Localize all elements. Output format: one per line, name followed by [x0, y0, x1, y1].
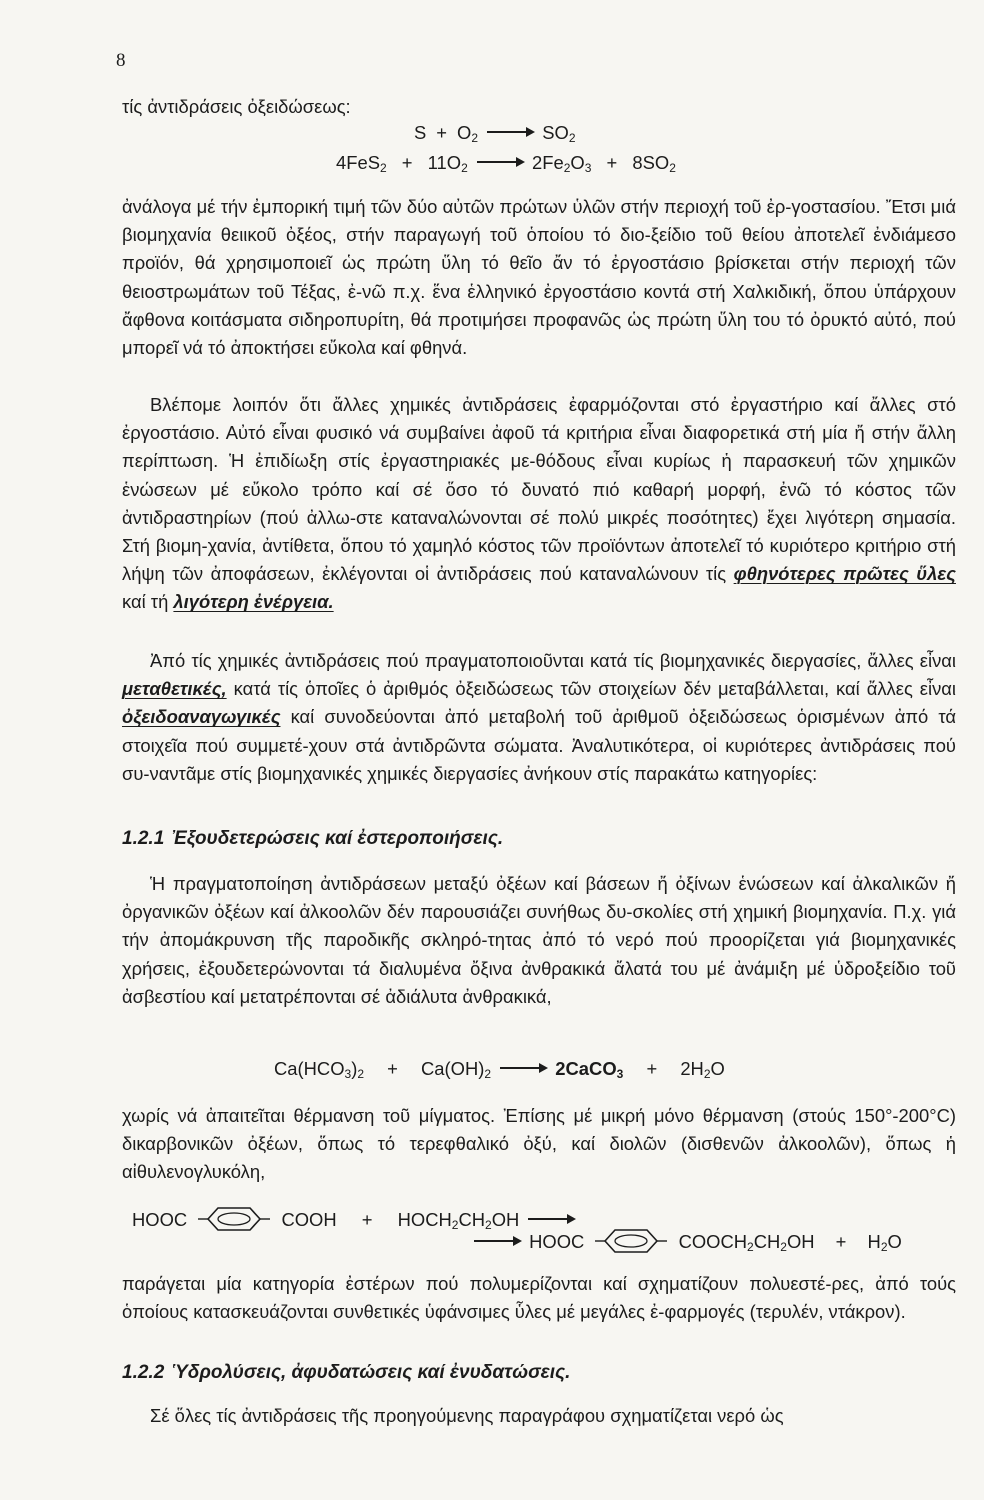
para2-mid: καί τή [122, 591, 169, 613]
eq4-oh: OH [491, 1209, 520, 1230]
eq2-o-sub: 3 [584, 161, 592, 175]
eq4-ch2: CH [753, 1231, 781, 1252]
paragraph-reaction-types [122, 647, 956, 788]
eq3-caco3-sub: 3 [616, 1067, 624, 1081]
section-1-2-2-number: 1.2.2 [122, 1362, 165, 1383]
eq2-o2: 11O [427, 152, 462, 173]
para3-highlight-metathetic: μεταθετικές, [122, 678, 227, 700]
intro-text: τίς ἀντιδράσεις ὀξειδώσεως: [122, 96, 351, 117]
eq3-h2o-sub: 2 [703, 1067, 711, 1081]
eq4-hooc: HOOC [132, 1209, 188, 1230]
para3-text [122, 647, 956, 788]
eq3-caco3: 2CaCO [555, 1058, 617, 1079]
eq2-fe2o3: 2Fe [532, 152, 564, 173]
equation-terephthalic-line2 [470, 1228, 902, 1254]
eq3-paren-sub: 2 [357, 1067, 365, 1081]
eq4-arrow1-icon [528, 1218, 574, 1220]
section-heading-1-2-1 [122, 828, 503, 850]
paragraph-polyesters [122, 1270, 956, 1326]
benzene-ring-icon [595, 1228, 667, 1254]
eq3-plus2: + [646, 1058, 658, 1079]
eq4-ch-sub: 2 [485, 1218, 492, 1232]
paragraph-raw-materials [122, 193, 956, 362]
eq2-fe-sub: 2 [563, 161, 571, 175]
para3-b: κατά τίς ὁποῖες ὁ ἀριθμός ὀξειδώσεως τῶν στοιχείων δέν μεταβάλλεται, καί ἄλλες εἶναι [233, 678, 956, 700]
equation-sulfur-oxidation [414, 122, 576, 145]
eq4-plus2: + [835, 1231, 847, 1252]
eq1-so-sub: 2 [568, 131, 576, 145]
equation-calcium-carbonate [274, 1058, 725, 1081]
eq4-ch: CH [458, 1209, 486, 1230]
eq4-h2o-o: O [887, 1231, 902, 1252]
eq4-cooh: COOH [281, 1209, 337, 1230]
para1-text: ἀνάλογα μέ τήν ἐμπορική τιμή τῶν δύο αὐτῶν πρώτων ὑλῶν στήν περιοχή τοῦ ἐρ-γοστασίου. Ἔτσι μιά βιομηχανία θειικοῦ ὀξέος, στήν παραγωγή τοῦ ὁποίου τό διο-ξείδιο τοῦ θείου ἀποτελεῖ ἐνδιάμεσο προϊόν, θά χρησιμοποιεῖ ὡς πρώτη ὕλη τό θεῖο ἄν τό ἐργοστάσιο βρίσκεται στήν περιοχή τῶν θειοστρωμάτων τοῦ Τέξας, ἐ-νῶ π.χ. ἕνα ἑλληνικό ἐργοστάσιο κοντά στή Χαλκιδική, ὅπου ὑπάρχουν ἄφθονα κοιτάσματα σιδηροπυρίτη, θά προτιμήσει προφανῶς ὡς πρώτη ὕλη του τό ὀρυκτό αὐτό, πού μπορεῖ νά τό ἀποκτήσει εὔκολα καί φθηνά. [122, 196, 956, 359]
eq4-h2o-sub: 2 [880, 1240, 888, 1254]
section-heading-1-2-2 [122, 1362, 570, 1384]
eq4-h2o: H [867, 1231, 881, 1252]
para2-highlight-raw: φθηνότερες πρῶτες ὕλες [733, 563, 956, 585]
eq4-plus1: + [361, 1209, 373, 1230]
eq3-ca-hco3: Ca(HCO [274, 1058, 345, 1079]
paragraph-neutralizations [122, 870, 956, 1011]
eq2-plus2: + [606, 152, 618, 173]
eq3-h2o: 2H [680, 1058, 704, 1079]
para2-text [122, 391, 956, 617]
eq4-hoch: HOCH [397, 1209, 452, 1230]
para2-highlight-energy: λιγότερη ἐνέργεια. [173, 591, 334, 613]
eq4-ch2-sub: 2 [780, 1240, 787, 1254]
eq3-paren: ) [351, 1058, 358, 1079]
para6-text: παράγεται μία κατηγορία ἐστέρων πού πολυμερίζονται καί σχηματίζουν πολυεστέ-ρες, ἀπό τούς ὁποίους κατασκευάζονται συνθετικές ὑφάνσιμες ὗλες μέ μεγάλες ἐ-φαρμογές (τερυλέν, ντάκρον). [122, 1273, 956, 1323]
eq2-so2-sub: 2 [669, 161, 676, 175]
para2-body: Βλέπομε λοιπόν ὅτι ἄλλες χημικές ἀντιδράσεις ἐφαρμόζονται στό ἐργαστήριο καί ἄλλες στό ἐργοστάσιο. Αὐτό εἶναι φυσικό νά συμβαίνει ἀφοῦ τά κριτήρια εἶναι διαφορετικά στή μία ἤ στήν ἄλλη περίπτωση. Ἡ ἐπιδίωξη στίς ἐργαστηριακές με-θόδους εἶναι κυρίως ἡ παρασκευή τῶν χημικῶν ἑνώσεων μέ εὔκολο τρόπο καί σέ ὅσο τό δυνατό πιό καθαρή μορφή, ἐνῶ τό κόστος τῶν ἀντιδραστηρίων (πού ἀλλω-στε καταναλώνονται σέ πολύ μικρές ποσότητες) ἔχει λιγότερη σημασία. Στή βιομη-χανία, ἀντίθετα, ὅπου τό χαμηλό κόστος τῶν προϊόντων ἀποτελεῖ τό κυριότερο κριτήριο στή λήψη τῶν ἀποφάσεων, ἐκλέγονται οἱ ἀντιδράσεις πού καταναλώνουν τίς [122, 394, 956, 585]
eq2-fes-sub: 2 [379, 161, 387, 175]
eq2-fes: 4FeS [336, 152, 380, 173]
eq1-o: O [457, 122, 472, 143]
para3-a: Ἀπό τίς χημικές ἀντιδράσεις πού πραγματοποιοῦνται κατά τίς βιομηχανικές διεργασίες, ἄλλες εἶναι [150, 650, 956, 671]
eq3-oh-sub: 2 [484, 1067, 492, 1081]
eq2-o2-sub: 2 [461, 161, 468, 175]
para3-c: καί συνοδεύονται ἀπό μεταβολή τοῦ ἀριθμοῦ ὀξειδώσεως ὁρισμένων ἀπό τά στοιχεῖα πού συμμετέ-χουν στά ἀντιδρῶντα σώματα. Ἀναλυτικότερα, οἱ κυριότερες ἀντιδράσεις πού συ-ναντᾶμε στίς βιομηχανικές χημικές διεργασίες ἀνήκουν στίς παρακάτω κατηγορίες: [122, 706, 956, 784]
eq3-arrow-icon [500, 1067, 546, 1069]
eq4-hoch-sub: 2 [451, 1218, 459, 1232]
eq4-cooch-sub: 2 [747, 1240, 754, 1254]
eq3-hco3-sub: 3 [344, 1067, 352, 1081]
benzene-ring-icon [198, 1206, 270, 1232]
eq4-oh2: OH [786, 1231, 815, 1252]
eq3-ca-oh: Ca(OH) [421, 1058, 485, 1079]
eq3-plus1: + [387, 1058, 398, 1079]
para3-highlight-redox: ὀξειδοαναγωγικές [122, 706, 281, 728]
paragraph-hydrolysis [122, 1402, 956, 1430]
eq2-so2: 8SO [632, 152, 670, 173]
eq4-arrow2-icon [474, 1240, 520, 1242]
intro-line [122, 93, 956, 121]
section-1-2-1-number: 1.2.1 [122, 828, 165, 849]
eq2-arrow-icon [477, 161, 523, 163]
eq1-so: SO [542, 122, 569, 143]
eq2-plus1: + [401, 152, 413, 173]
para4-text: Ἡ πραγματοποίηση ἀντιδράσεων μεταξύ ὀξέων καί βάσεων ἤ ὀξίνων ἑνώσεων καί ἀλκαλικῶν ἤ ὀργανικῶν ὀξέων καί ἀλκοολῶν δέν παρουσιάζει συνήθως δυ-σκολίες στή χημική βιομηχανία. Π.χ. γιά τήν ἀπομάκρυνση τῆς παροδικῆς σκληρό-τητας ἀπό τό νερό πού προορίζεται γιά βιομηχανικές χρήσεις, ἐξουδετερώνονται τά διαλυμένα ὄξινα ἀνθρακικά ἄλατά του μέ ἀνάμιξη μέ ὑδροξείδιο τοῦ ἀσβεστίου καί μετατρέπονται σέ ἀδιάλυτα ἀνθρακικά, [122, 873, 956, 1007]
eq1-plus: + [436, 122, 448, 143]
paragraph-lab-vs-industry [122, 391, 956, 617]
paragraph-esterification [122, 1102, 956, 1187]
eq1-o-sub: 2 [471, 131, 479, 145]
para7-text: Σέ ὅλες τίς ἀντιδράσεις τῆς προηγούμενης παραγράφου σχηματίζεται νερό ὡς [150, 1405, 784, 1426]
page-number: 8 [116, 50, 126, 71]
eq4-hooc2: HOOC [529, 1231, 585, 1252]
para5-text: χωρίς νά ἀπαιτεῖται θέρμανση τοῦ μίγματος. Ἐπίσης μέ μικρή μόνο θέρμανση (στούς 150°-200°C) δικαρβονικῶν ὀξέων, ὅπως τό τερεφθαλικό ὀξύ, καί διολῶν (δισθενῶν ἀλκοολῶν), ὅπως ἡ αἰθυλενογλυκόλη, [122, 1105, 956, 1183]
eq1-arrow-icon [487, 131, 533, 133]
eq1-s: S [414, 122, 427, 143]
eq3-h2o-o: O [710, 1058, 725, 1079]
equation-pyrite-oxidation [336, 152, 676, 175]
section-1-2-1-title: Ἐξουδετερώσεις καί ἐστεροποιήσεις. [172, 828, 504, 849]
eq4-cooch: COOCH [678, 1231, 748, 1252]
eq2-o: O [570, 152, 585, 173]
section-1-2-2-title: Ὑδρολύσεις, ἀφυδατώσεις καί ἐνυδατώσεις. [172, 1362, 571, 1383]
